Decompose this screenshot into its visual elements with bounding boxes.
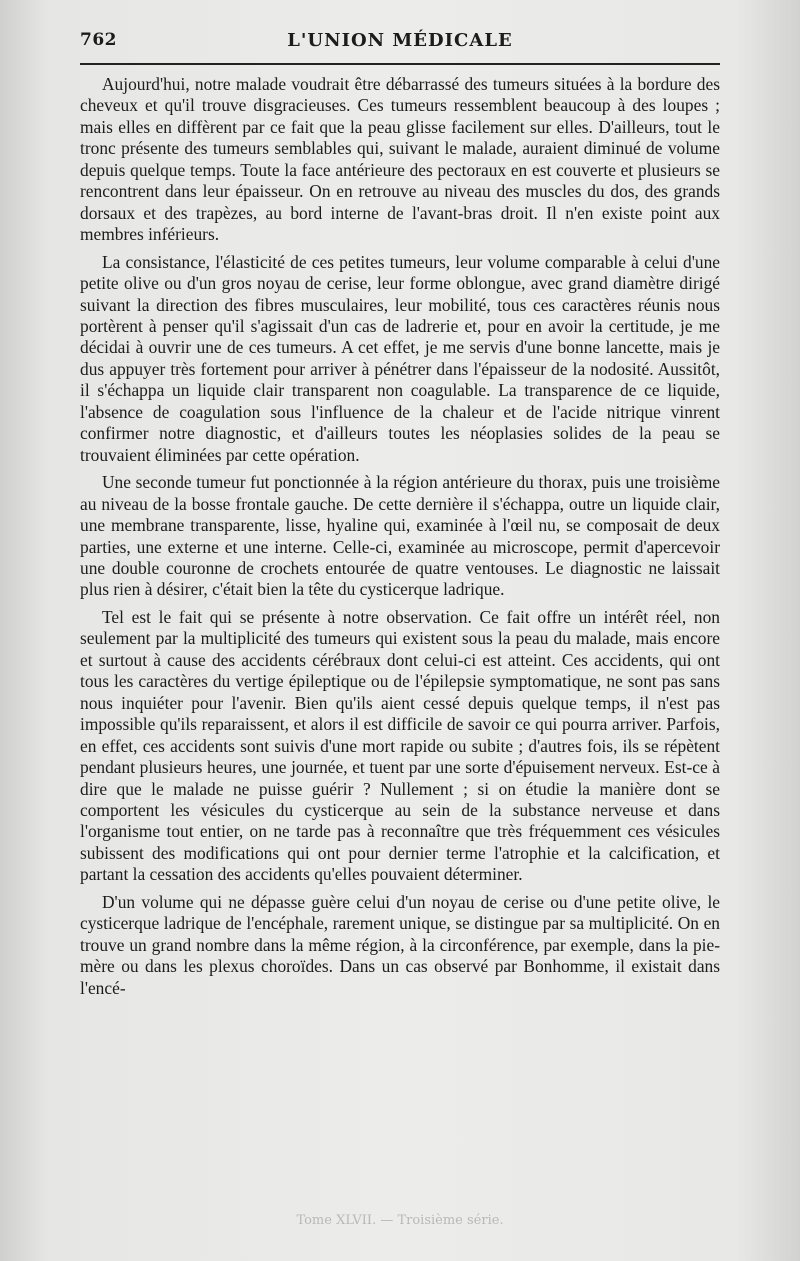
journal-title: L'UNION MÉDICALE	[287, 30, 513, 51]
page-number: 762	[80, 30, 117, 50]
paragraph-4: Tel est le fait qui se présente à notre observation. Ce fait offre un intérêt réel, non seulement par la multiplicité des tumeurs qui existent sous la peau du malade, mais encore et surtout à cause des accidents cérébraux dont celui-ci est atteint. Ces accidents, qui ont tous les caractères du vertige épileptique ou de l'épilepsie symptomatique, ne sont pas sans nous inquiéter pour l'avenir. Bien qu'ils aient cessé depuis quelque temps, il n'est pas impossible qu'ils reparaissent, et alors il est difficile de savoir ce qui pourra arriver. Parfois, en effet, ces accidents sont suivis d'une mort rapide ou subite ; d'autres fois, ils se répètent pendant plusieurs heures, une journée, et tuent par une sorte d'épuisement nerveux. Est-ce à dire que le malade ne puisse guérir ? Nullement ; si on étudie la manière dont se comportent les vésicules du cysticerque au sein de la substance nerveuse et dans l'organisme tout entier, on ne tarde pas à reconnaître que très fréquemment ces vésicules subissent des modifications qui ont pour dernier terme l'atrophie et la calcification, et partant la cessation des accidents qu'elles pouvaient déterminer.	[80, 606, 720, 885]
paragraph-2: La consistance, l'élasticité de ces petites tumeurs, leur volume comparable à celui d'une petite olive ou d'un gros noyau de cerise, leur forme oblongue, avec grand diamètre dirigé suivant la direction des fibres musculaires, leur mobilité, tous ces caractères réunis nous portèrent à penser qu'il s'agissait d'un cas de ladrerie et, pour en avoir la certitude, je me décidai à ouvrir une de ces tumeurs. A cet effet, je me servis d'une bonne lancette, mais je dus appuyer très fortement pour arriver à pénétrer dans l'épaisseur de la nodosité. Aussitôt, il s'échappa un liquide clair transparent non coagulable. La transparence de ce liquide, l'absence de coagulation sous l'influence de la chaleur et de l'acide nitrique vinrent confirmer notre diagnostic, et d'ailleurs toutes les néoplasies solides de la peau se trouvaient éliminées par cette opération.	[80, 251, 720, 465]
page-footer: Tome XLVII. — Troisième série.	[296, 1213, 504, 1228]
header-rule	[80, 63, 720, 65]
paragraph-5: D'un volume qui ne dépasse guère celui d'un noyau de cerise ou d'une petite olive, le cysticerque ladrique de l'encéphale, rarement unique, se distingue par sa multiplicité. On en trouve un grand nombre dans la même région, à la circonférence, par exemple, dans la pie-mère ou dans les plexus choroïdes. Dans un cas observé par Bonhomme, il existait dans l'encé-	[80, 891, 720, 998]
paragraph-1: Aujourd'hui, notre malade voudrait être débarrassé des tumeurs situées à la bordure des cheveux et qu'il trouve disgracieuses. Ces tumeurs ressemblent beaucoup à des loupes ; mais elles en diffèrent par ce fait que la peau glisse facilement sur elles. D'ailleurs, tout le tronc présente des tumeurs semblables qui, suivant le malade, auraient diminué de volume depuis quelque temps. Toute la face antérieure des pectoraux en est couverte et plusieurs se rencontrent dans leur épaisseur. On en retrouve au niveau des muscles du dos, des grands dorsaux et des trapèzes, au bord interne de l'avant-bras droit. Il n'en existe point aux membres inférieurs.	[80, 74, 720, 245]
body-text	[80, 70, 720, 1005]
paragraph-3: Une seconde tumeur fut ponctionnée à la région antérieure du thorax, puis une troisième au niveau de la bosse frontale gauche. De cette dernière il s'échappa, outre un liquide clair, une membrane transparente, lisse, hyaline qui, examinée à l'œil nu, se composait de deux parties, une externe et une interne. Celle-ci, examinée au microscope, permit d'apercevoir une double couronne de crochets entourée de quatre ventouses. Le diagnostic ne laissait plus rien à désirer, c'était bien la tête du cysticerque ladrique.	[80, 472, 720, 600]
page-header	[80, 30, 720, 60]
